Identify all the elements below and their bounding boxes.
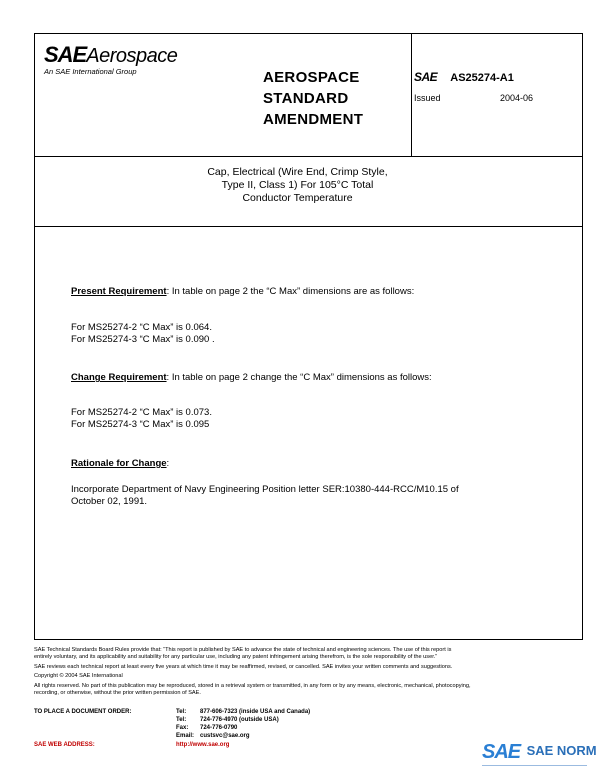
tel-label: Tel:: [176, 709, 187, 715]
review-line: SAE reviews each technical report at least every five years at which time it may be reaffirmed, revised, or cancelled. SAE invites your written comments and suggestions.: [34, 663, 453, 670]
rationale-colon: :: [166, 458, 170, 469]
fax-number: 724-776-0790: [200, 725, 238, 731]
title-line-3: AMENDMENT: [263, 111, 364, 128]
present-values: [71, 322, 215, 346]
tel2-label: Tel:: [176, 717, 187, 723]
copyright-line: Copyright © 2004 SAE International: [34, 673, 123, 680]
present-value-ms25274-2: For MS25274-2 “C Max” is 0.064.: [71, 322, 212, 333]
rationale-heading: Rationale for Change: [71, 458, 167, 469]
issued-date: 2004-06: [500, 93, 534, 103]
change-requirement-text: : In table on page 2 change the “C Max” dimensions as follows:: [166, 372, 432, 383]
stamp-norm-text: SAE NORM: [526, 743, 597, 758]
rules-line-2: entirely voluntary, and its applicability and suitability for any particular use, including any patent infringement arising therefrom, is the sole responsibility of the user.”: [34, 654, 438, 661]
document-number: AS25274-A1: [450, 72, 514, 84]
issued-label: Issued: [414, 93, 441, 103]
rationale-line-2: October 02, 1991.: [71, 496, 148, 507]
logo-aerospace: Aerospace: [86, 45, 178, 67]
fax-label: Fax:: [176, 725, 189, 731]
document-number-block: [414, 70, 514, 84]
rationale-text: [71, 484, 459, 508]
sae-mark: SAE: [414, 70, 438, 84]
email-address[interactable]: custsvc@sae.org: [200, 733, 250, 739]
rationale-heading-line: [71, 458, 169, 470]
rules-line-1: SAE Technical Standards Board Rules provide that: “This report is published by SAE to advance the state of technical and engineering sciences. The use of this report is: [34, 647, 452, 653]
change-requirement-paragraph: [71, 372, 432, 384]
change-value-ms25274-2: For MS25274-2 “C Max” is 0.073.: [71, 407, 212, 418]
rights-line-1: All rights reserved. No part of this publication may be reproduced, stored in a retrieval system or transmitted, in any form or by any means, electronic, mechanical, photocopying,: [34, 682, 471, 689]
stamp-sae-logo: SAE: [482, 741, 521, 763]
change-values: [71, 407, 212, 431]
document-subject: [110, 166, 485, 205]
email-label: Email:: [176, 733, 195, 739]
tel-outside-usa: 724-776-4970 (outside USA): [200, 717, 279, 723]
title-line-1: AEROSPACE: [263, 69, 360, 86]
web-label: SAE WEB ADDRESS:: [34, 742, 95, 748]
present-requirement-heading: Present Requirement: [71, 286, 167, 297]
present-requirement-text: : In table on page 2 the “C Max” dimensions are as follows:: [166, 286, 415, 297]
document-type-title: [263, 67, 363, 130]
title-line-2: STANDARD: [263, 90, 349, 107]
change-value-ms25274-3: For MS25274-3 “C Max” is 0.095: [71, 419, 210, 430]
tel-inside-usa: 877-606-7323 (inside USA and Canada): [200, 709, 311, 715]
subject-line-3: Conductor Temperature: [242, 192, 353, 204]
order-label: TO PLACE A DOCUMENT ORDER:: [34, 709, 132, 715]
change-requirement-heading: Change Requirement: [71, 372, 167, 383]
sae-aerospace-logo: [44, 42, 177, 68]
stamp-underline: [482, 765, 587, 766]
present-value-ms25274-3: For MS25274-3 “C Max” is 0.090 .: [71, 334, 215, 345]
subject-line-1: Cap, Electrical (Wire End, Crimp Style,: [207, 166, 388, 178]
present-requirement-paragraph: [71, 286, 414, 298]
logo-sae: SAE: [44, 42, 87, 67]
header-vertical-divider: [411, 33, 412, 156]
subject-line-2: Type II, Class 1) For 105°C Total: [221, 179, 374, 191]
header-divider: [34, 156, 583, 157]
rationale-line-1: Incorporate Department of Navy Engineering Position letter SER:10380-444-RCC/M10.15 of: [71, 484, 459, 495]
footer-notice: [34, 647, 584, 697]
web-address-link[interactable]: http://www.sae.org: [176, 742, 230, 748]
subject-divider: [34, 226, 583, 227]
rights-line-2: recording, or otherwise, without the prior written permission of SAE.: [34, 690, 201, 697]
logo-subtitle: An SAE International Group: [44, 67, 137, 76]
